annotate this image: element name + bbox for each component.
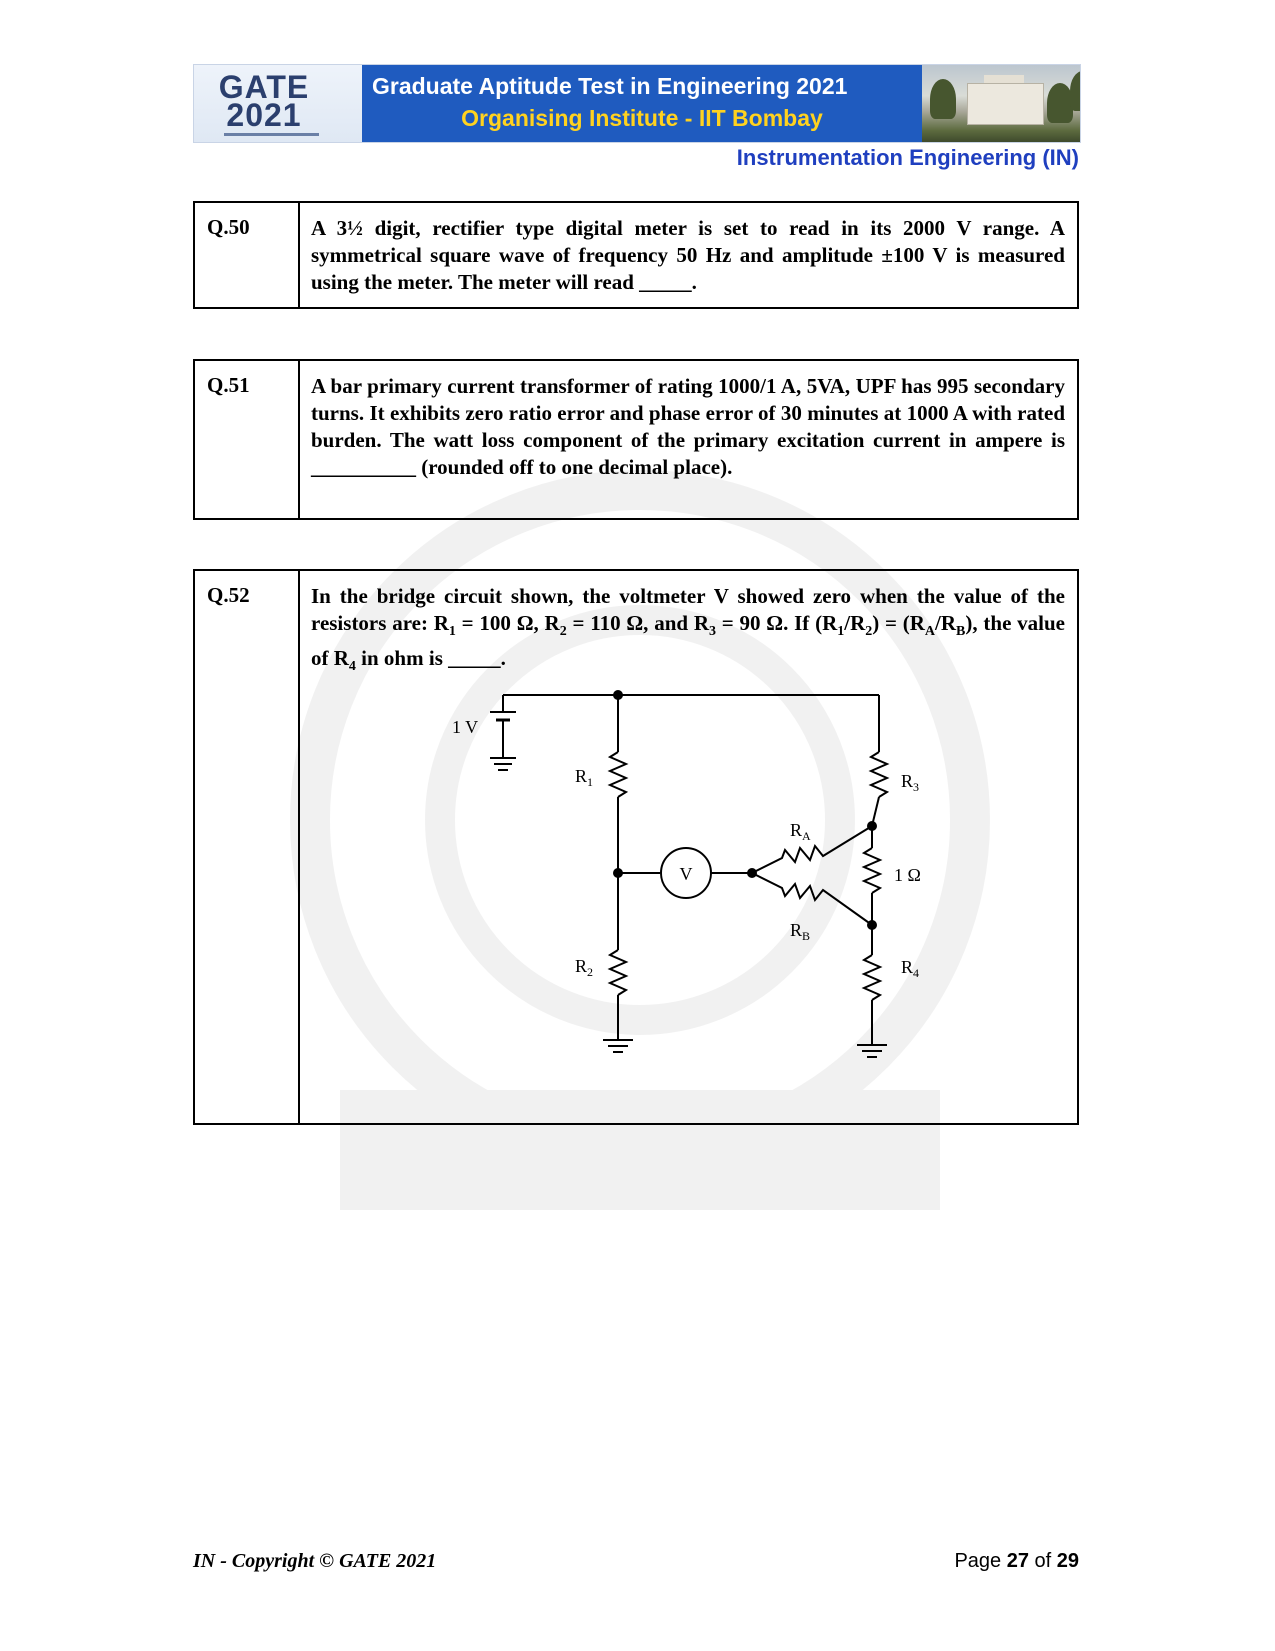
r2-label: $R_2$	[575, 956, 594, 979]
question-text: A bar primary current transformer of rating 1000/1 A, 5VA, UPF has 995 secondary turns. It exhibits zero ratio error and phase error of 30 minutes at 1000 A with rated burden. The watt loss component of the primary excitation current in ampere is __________ (rounded off to one decimal place).	[311, 374, 1065, 479]
node-top	[613, 690, 623, 700]
rb-label: $R_B$	[790, 920, 811, 943]
logo-text-year: 2021	[226, 97, 302, 133]
question-number: Q.52	[195, 571, 300, 1123]
resistor-1ohm	[864, 848, 880, 893]
ground-source	[490, 758, 516, 770]
ra-label: $R_A$	[790, 820, 811, 843]
exam-title: Graduate Aptitude Test in Engineering 2021	[372, 73, 848, 99]
resistor-ra	[752, 826, 872, 873]
resistor-r1	[610, 752, 626, 797]
r3-label: $R_3$	[901, 771, 920, 794]
one-ohm-label: 1 Ω	[894, 865, 921, 885]
node-right-bottom	[867, 920, 877, 930]
resistor-r2	[610, 950, 626, 995]
subject-title: Instrumentation Engineering (IN)	[736, 145, 1079, 170]
logo-text-gate: GATE	[218, 69, 310, 105]
organising-institute: Organising Institute - IIT Bombay	[461, 105, 823, 131]
ground-left	[603, 1040, 633, 1052]
r1-label: $R_1$	[575, 766, 594, 789]
node-left-mid	[613, 868, 623, 878]
footer-copyright: IN - Copyright © GATE 2021	[193, 1550, 437, 1572]
node-right-top	[867, 821, 877, 831]
voltmeter-label: V	[679, 864, 693, 884]
resistor-r3	[871, 752, 887, 797]
question-text: In the bridge circuit shown, the voltmeter V showed zero when the value of the resistors are: $R_1 = 100$ Ω, $R_2 = 110$ Ω, and $R_3 = 90$ Ω. If $(R_1/R_2) = (R_A/R_B)$, the value of $R_4$ in ohm is _____.	[311, 584, 1065, 675]
resistor-rb	[752, 873, 872, 925]
resistor-r4	[864, 955, 880, 1000]
node-meter-right	[747, 868, 757, 878]
question-text: A 3½ digit, rectifier type digital meter is set to read in its 2000 V range. A symmetrical square wave of frequency 50 Hz and amplitude ±100 V is measured using the meter. The meter will read _____.	[311, 216, 1065, 294]
r4-label: $R_4$	[901, 957, 920, 980]
ground-right	[857, 1045, 887, 1057]
source-label: 1 V	[452, 717, 479, 737]
footer-page-number: Page 27 of 29	[954, 1550, 1079, 1572]
question-number: Q.50	[195, 203, 300, 307]
question-number: Q.51	[195, 361, 300, 518]
